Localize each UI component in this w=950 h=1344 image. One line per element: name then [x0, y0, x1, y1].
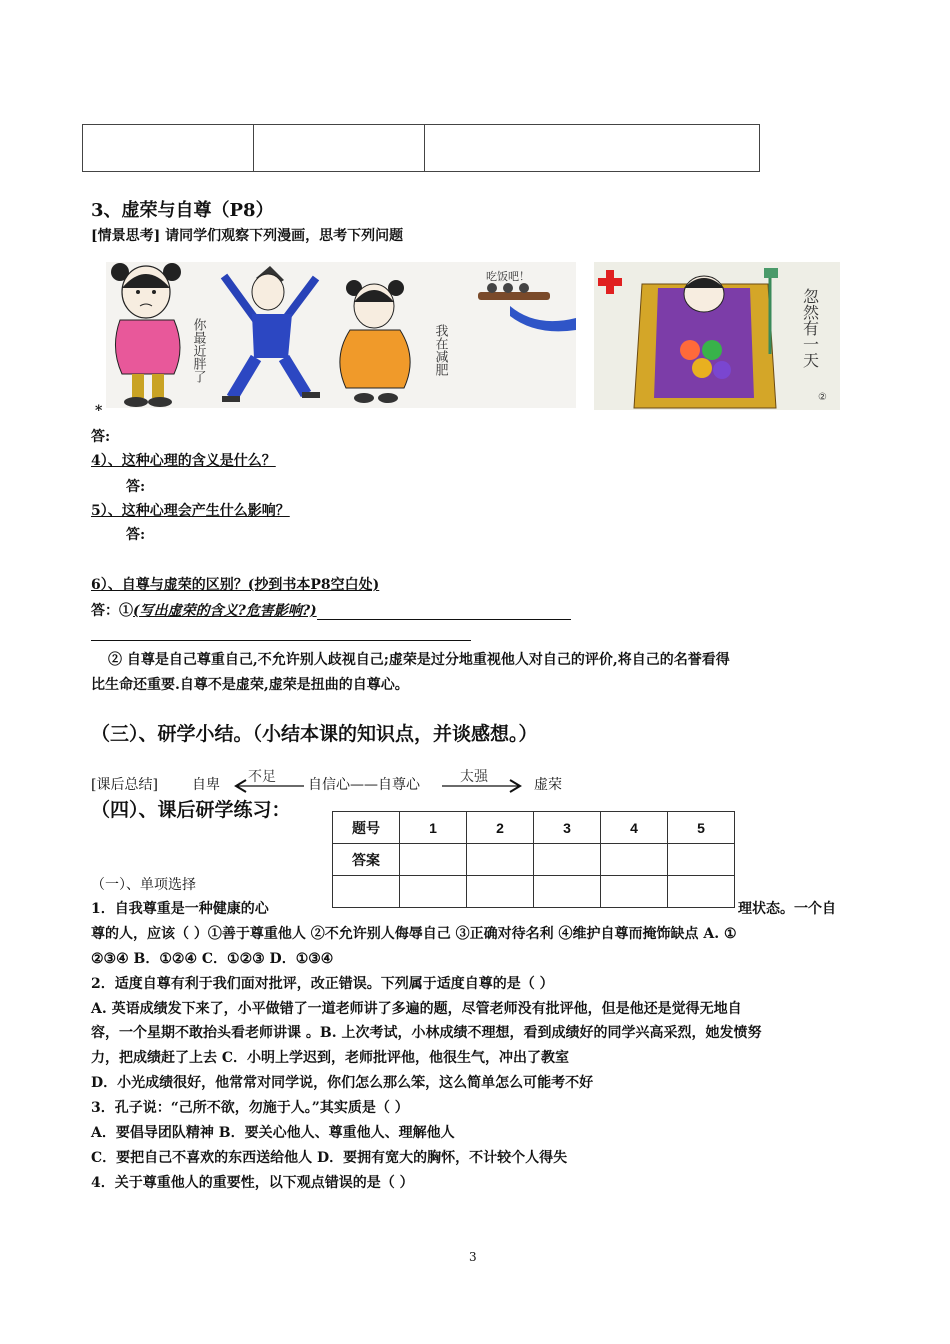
exercise-line: A．要倡导团队精神 B．要关心他人、尊重他人、理解他人	[91, 1125, 455, 1141]
section-heading: 3、虚荣与自尊（P8）	[91, 200, 274, 221]
answer-cell[interactable]	[400, 844, 467, 876]
summary-item-confidence: 自信心——自尊心	[308, 777, 420, 793]
answer-table-answer-label: 答案	[333, 844, 400, 876]
answer-cell[interactable]	[534, 876, 601, 908]
exercise-line: A. 英语成绩发下来了，小平做错了一道老师讲了多遍的题，尽管老师没有批评他，但是他还是觉得无地自	[91, 1001, 742, 1017]
speech-you-got-fat: 你最近胖了	[190, 318, 206, 383]
exercise-line: ②③④ B．①②④ C．①②③ D．①③④	[91, 951, 334, 967]
speech-eat: 吃饭吧！	[486, 270, 530, 283]
answer-table-number: 2	[467, 812, 534, 844]
question-6-answer-2: ② 自尊是自己尊重自己,不允许别人歧视自己;虚荣是过分地重视他人对自己的评价,将自己的名誉看得	[108, 652, 730, 668]
exercise-line: D．小光成绩很好，他常常对同学说，你们怎么那么笨，这么简单怎么可能考不好	[91, 1075, 594, 1091]
answer-table-extra-row	[333, 876, 735, 908]
exercise-line: 理状态。一个自	[738, 901, 836, 917]
top-table-cell	[83, 125, 254, 172]
top-table-cell	[254, 125, 425, 172]
exercise-line: 3．孔子说：“己所不欲，勿施于人。”其实质是（ ）	[91, 1100, 409, 1116]
scenario-line	[91, 227, 403, 245]
single-choice-heading: （一）、单项选择	[91, 877, 196, 893]
question-3-answer: 答:	[91, 429, 111, 445]
exercise-line: 4．关于尊重他人的重要性，以下观点错误的是（ ）	[91, 1175, 414, 1191]
top-table-cell	[425, 125, 760, 172]
question-3-marker: *	[95, 403, 103, 419]
arrow-left-label: 不足	[248, 769, 276, 785]
answer-cell[interactable]	[467, 844, 534, 876]
question-5: 5）、这种心理会产生什么影响？	[91, 503, 290, 519]
question-6-answer-2b: 比生命还重要.自尊不是虚荣,虚荣是扭曲的自尊心。	[91, 677, 409, 693]
exercise-line: 力，把成绩赶了上去 C．小明上学迟到，老师批评他，他很生气，冲出了教室	[91, 1050, 570, 1066]
answer-cell[interactable]	[400, 876, 467, 908]
speech-dieting: 我在减肥	[432, 324, 448, 376]
question-6: 6）、自尊与虚荣的区别？(抄到书本P8空白处)	[91, 577, 380, 593]
summary-label: [课后总结]	[91, 777, 158, 793]
answer-cell[interactable]	[601, 844, 668, 876]
answer-table-number: 1	[400, 812, 467, 844]
page-number: 3	[469, 1250, 477, 1264]
answer-table-header-row	[333, 812, 735, 844]
exercise-line: C．要把自己不喜欢的东西送给他人 D．要拥有宽大的胸怀，不计较个人得失	[91, 1150, 568, 1166]
answer-cell[interactable]	[534, 844, 601, 876]
answer-cell[interactable]	[467, 876, 534, 908]
exercise-line: 尊的人，应该（ ）①善于尊重他人 ②不允许别人侮辱自己 ③正确对待名利 ④维护自尊而掩饰缺点 A. ①	[91, 926, 737, 942]
answer-cell[interactable]	[333, 876, 400, 908]
summary-item-vanity: 虚荣	[534, 777, 562, 793]
answer-table-answer-row	[333, 844, 735, 876]
answer-blank-line	[91, 640, 471, 641]
question-4-answer: 答:	[126, 479, 146, 495]
exercise-line: 2．适度自尊有利于我们面对批评，改正错误。下列属于适度自尊的是（ ）	[91, 976, 554, 992]
answer-table-number: 5	[668, 812, 735, 844]
answer-table-number: 4	[601, 812, 668, 844]
answer-table	[332, 811, 735, 908]
answer-hint: (写出虚荣的含义?危害影响?)	[133, 603, 317, 619]
top-table	[82, 124, 760, 172]
question-5-answer: 答:	[126, 527, 146, 543]
panel-number: ②	[818, 392, 827, 403]
side-text-suddenly: 忽然有一天	[800, 288, 820, 368]
summary-item-inferiority: 自卑	[192, 777, 220, 793]
answer-prefix: 答：①	[91, 603, 133, 619]
practice-heading: （四）、课后研学练习：	[91, 799, 291, 821]
question-4: 4）、这种心理的含义是什么？	[91, 453, 276, 469]
comic-strip	[106, 258, 840, 414]
answer-table-header-label: 题号	[333, 812, 400, 844]
summary-heading: （三）、研学小结。（小结本课的知识点，并谈感想。）	[91, 723, 538, 745]
exercise-line: 1．自我尊重是一种健康的心	[91, 901, 269, 917]
answer-cell[interactable]	[601, 876, 668, 908]
exercise-line: 容，一个星期不敢抬头看老师讲课 。B. 上次考试，小林成绩不理想，看到成绩好的同学兴高采烈，她发愤努	[91, 1025, 762, 1041]
scenario-label: [情景思考]	[91, 228, 161, 244]
answer-blank	[317, 605, 571, 620]
question-6-answer	[91, 602, 571, 620]
comic-illustration	[106, 258, 840, 414]
answer-cell[interactable]	[668, 844, 735, 876]
scenario-text: 请同学们观察下列漫画，思考下列问题	[165, 228, 404, 244]
answer-cell[interactable]	[668, 876, 735, 908]
arrow-right-label: 太强	[460, 769, 488, 785]
answer-table-number: 3	[534, 812, 601, 844]
